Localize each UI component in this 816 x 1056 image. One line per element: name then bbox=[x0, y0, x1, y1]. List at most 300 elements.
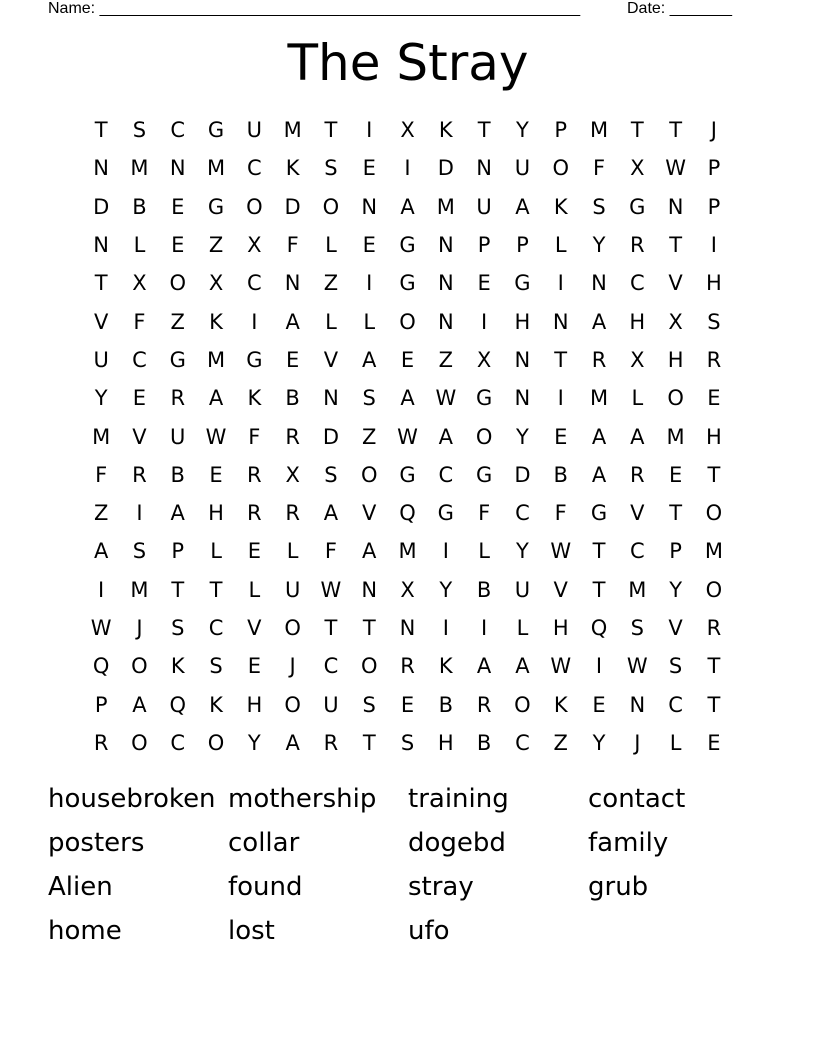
grid-letter: V bbox=[553, 577, 568, 602]
grid-letter: I bbox=[442, 539, 449, 564]
grid-letter: H bbox=[246, 692, 263, 717]
grid-letter: S bbox=[707, 309, 721, 334]
grid-letter: N bbox=[284, 271, 301, 296]
word-list-item: found bbox=[228, 872, 303, 902]
grid-letter: O bbox=[169, 271, 186, 296]
grid-letter: W bbox=[397, 424, 418, 449]
date-field-line: Date: _______ bbox=[627, 0, 732, 17]
grid-letter: P bbox=[554, 118, 568, 143]
grid-letter: T bbox=[669, 118, 683, 143]
grid-letter: X bbox=[285, 462, 300, 487]
grid-letter: B bbox=[438, 692, 454, 717]
grid-letter: I bbox=[98, 577, 105, 602]
grid-letter: G bbox=[169, 347, 186, 372]
grid-letter: P bbox=[707, 194, 721, 219]
grid-letter: S bbox=[209, 654, 223, 679]
grid-letter: E bbox=[707, 730, 721, 755]
word-list bbox=[48, 780, 768, 956]
grid-letter: E bbox=[247, 654, 261, 679]
grid-letter: M bbox=[92, 424, 111, 449]
grid-letter: H bbox=[437, 730, 454, 755]
grid-letter: E bbox=[171, 194, 185, 219]
grid-letter: S bbox=[630, 616, 644, 640]
grid-letter: Y bbox=[592, 730, 606, 755]
grid-letter: K bbox=[247, 386, 262, 411]
grid-letter: A bbox=[285, 309, 300, 334]
grid-letter: C bbox=[629, 539, 645, 564]
grid-letter: H bbox=[208, 501, 224, 526]
grid-letter: A bbox=[591, 462, 607, 487]
grid-letter: R bbox=[170, 386, 186, 411]
grid-letter: L bbox=[631, 386, 644, 411]
grid-letter: A bbox=[515, 194, 530, 219]
grid-letter: K bbox=[553, 194, 568, 219]
grid-letter: O bbox=[360, 654, 378, 679]
grid-letter: Q bbox=[590, 616, 608, 640]
grid-letter: G bbox=[207, 194, 225, 219]
grid-letter: T bbox=[94, 118, 108, 143]
grid-letter: B bbox=[476, 577, 492, 602]
grid-letter: Z bbox=[438, 347, 454, 372]
grid-letter: Z bbox=[170, 309, 185, 334]
grid-letter: U bbox=[170, 424, 186, 449]
grid-letter: V bbox=[630, 501, 645, 526]
grid-letter: T bbox=[707, 692, 721, 717]
grid-letter: W bbox=[90, 616, 112, 640]
grid-letter: J bbox=[710, 118, 717, 143]
grid-letter: V bbox=[323, 347, 339, 372]
word-list-item: mothership bbox=[228, 784, 377, 814]
grid-letter: N bbox=[514, 347, 531, 372]
grid-letter: I bbox=[442, 616, 449, 640]
grid-letter: S bbox=[132, 118, 147, 143]
grid-letter: P bbox=[669, 539, 682, 564]
grid-letter: A bbox=[438, 424, 453, 449]
grid-letter: P bbox=[171, 539, 185, 564]
grid-letter: L bbox=[554, 233, 567, 258]
grid-letter: L bbox=[325, 309, 337, 334]
grid-letter: E bbox=[400, 692, 415, 717]
grid-letter: C bbox=[132, 347, 147, 372]
grid-letter: E bbox=[362, 156, 376, 181]
word-list-item: grub bbox=[588, 872, 649, 902]
grid-letter: N bbox=[514, 386, 531, 411]
grid-letter: S bbox=[592, 194, 606, 219]
grid-letter: N bbox=[399, 616, 416, 640]
grid-letter: S bbox=[324, 462, 338, 487]
grid-letter: I bbox=[557, 386, 564, 411]
grid-letter: I bbox=[481, 616, 488, 640]
word-list-item: dogebd bbox=[408, 828, 506, 858]
grid-letter: C bbox=[323, 654, 339, 679]
grid-letter: T bbox=[209, 577, 223, 602]
grid-letter: C bbox=[247, 156, 262, 181]
grid-letter: R bbox=[93, 730, 109, 755]
grid-letter: L bbox=[363, 309, 376, 334]
grid-letter: O bbox=[246, 194, 263, 219]
grid-letter: K bbox=[209, 309, 223, 334]
grid-letter: R bbox=[247, 462, 262, 487]
grid-letter: G bbox=[399, 233, 416, 258]
grid-letter: K bbox=[438, 118, 453, 143]
grid-letter: C bbox=[247, 271, 262, 296]
grid-letter: X bbox=[630, 156, 645, 181]
grid-letter: V bbox=[362, 501, 377, 526]
grid-letter: Y bbox=[439, 577, 453, 602]
grid-letter: C bbox=[515, 501, 530, 526]
grid-letter: A bbox=[93, 539, 109, 564]
word-list-item: stray bbox=[408, 872, 474, 902]
grid-letter: Y bbox=[516, 118, 529, 143]
grid-letter: S bbox=[171, 616, 185, 640]
grid-letter: X bbox=[400, 118, 415, 143]
grid-letter: C bbox=[170, 730, 186, 755]
grid-letter: A bbox=[362, 539, 377, 564]
grid-letter: Q bbox=[92, 654, 110, 679]
grid-letter: O bbox=[284, 616, 301, 640]
word-list-item: family bbox=[588, 828, 669, 858]
grid-letter: N bbox=[361, 577, 378, 602]
grid-letter: M bbox=[398, 539, 417, 564]
grid-letter: X bbox=[247, 233, 262, 258]
grid-letter: W bbox=[550, 539, 572, 564]
grid-letter: Q bbox=[169, 692, 186, 717]
grid-letter: A bbox=[323, 501, 339, 526]
grid-letter: W bbox=[550, 654, 572, 679]
grid-letter: O bbox=[399, 309, 416, 334]
grid-letter: I bbox=[366, 118, 373, 143]
grid-letter: T bbox=[477, 118, 491, 143]
grid-letter: L bbox=[478, 539, 490, 564]
grid-letter: S bbox=[668, 654, 683, 679]
grid-letter: I bbox=[251, 309, 258, 334]
grid-letter: Y bbox=[592, 233, 606, 258]
grid-letter: I bbox=[136, 501, 143, 526]
grid-letter: G bbox=[475, 386, 493, 411]
grid-letter: O bbox=[667, 386, 684, 411]
grid-letter: G bbox=[437, 501, 454, 526]
grid-letter: Z bbox=[93, 501, 109, 526]
grid-letter: U bbox=[476, 194, 492, 219]
grid-letter: B bbox=[553, 462, 568, 487]
grid-letter: X bbox=[400, 577, 415, 602]
grid-letter: G bbox=[399, 462, 416, 487]
grid-letter: M bbox=[704, 539, 723, 564]
grid-letter: Q bbox=[399, 501, 416, 526]
grid-letter: L bbox=[516, 616, 529, 640]
grid-letter: T bbox=[592, 539, 606, 564]
grid-letter: V bbox=[247, 616, 262, 640]
grid-letter: E bbox=[247, 539, 261, 564]
grid-letter: O bbox=[207, 730, 225, 755]
grid-letter: S bbox=[400, 730, 415, 755]
grid-letter: L bbox=[133, 233, 146, 258]
grid-letter: A bbox=[362, 347, 377, 372]
grid-letter: N bbox=[437, 309, 454, 334]
grid-letter: I bbox=[404, 156, 411, 181]
grid-letter: N bbox=[93, 233, 109, 258]
grid-letter: R bbox=[630, 233, 645, 258]
grid-letter: N bbox=[476, 156, 492, 181]
grid-letter: L bbox=[286, 539, 299, 564]
grid-letter: G bbox=[475, 462, 493, 487]
word-search-grid bbox=[82, 111, 733, 762]
grid-letter: Z bbox=[323, 271, 339, 296]
grid-letter: G bbox=[246, 347, 263, 372]
word-list-item: contact bbox=[588, 784, 686, 814]
grid-letter: N bbox=[437, 233, 454, 258]
grid-letter: E bbox=[707, 386, 721, 411]
grid-letter: G bbox=[590, 501, 608, 526]
grid-letter: L bbox=[248, 577, 261, 602]
grid-letter: G bbox=[399, 271, 416, 296]
grid-letter: A bbox=[476, 654, 492, 679]
grid-letter: E bbox=[171, 233, 185, 258]
grid-letter: G bbox=[207, 118, 225, 143]
grid-letter: J bbox=[136, 616, 143, 640]
grid-letter: K bbox=[285, 156, 300, 181]
grid-letter: N bbox=[361, 194, 378, 219]
grid-letter: A bbox=[630, 424, 645, 449]
grid-letter: G bbox=[514, 271, 531, 296]
grid-letter: R bbox=[323, 730, 339, 755]
grid-letter: F bbox=[324, 539, 337, 564]
grid-letter: E bbox=[400, 347, 415, 372]
grid-letter: C bbox=[629, 271, 645, 296]
grid-letter: E bbox=[362, 233, 376, 258]
grid-letter: S bbox=[324, 156, 338, 181]
grid-letter: M bbox=[589, 118, 609, 143]
grid-letter: I bbox=[710, 233, 717, 258]
grid-letter: O bbox=[705, 577, 723, 602]
grid-letter: R bbox=[285, 424, 300, 449]
grid-letter: K bbox=[170, 654, 185, 679]
word-list-item: ufo bbox=[408, 916, 450, 946]
grid-letter: R bbox=[706, 616, 722, 640]
grid-letter: T bbox=[324, 118, 338, 143]
grid-letter: P bbox=[707, 156, 721, 181]
grid-letter: E bbox=[477, 271, 491, 296]
grid-letter: M bbox=[206, 156, 226, 181]
grid-letter: P bbox=[516, 233, 529, 258]
grid-letter: K bbox=[553, 692, 568, 717]
grid-letter: P bbox=[477, 233, 491, 258]
word-list-item: lost bbox=[228, 916, 275, 946]
grid-letter: A bbox=[591, 309, 607, 334]
grid-letter: R bbox=[132, 462, 147, 487]
grid-letter: U bbox=[514, 156, 531, 181]
grid-letter: R bbox=[630, 462, 645, 487]
grid-letter: N bbox=[169, 156, 186, 181]
word-list-item: collar bbox=[228, 828, 300, 858]
grid-letter: R bbox=[706, 347, 722, 372]
grid-letter: W bbox=[665, 156, 686, 181]
grid-letter: E bbox=[209, 462, 223, 487]
grid-letter: I bbox=[366, 271, 373, 296]
grid-letter: N bbox=[437, 271, 454, 296]
grid-letter: A bbox=[400, 194, 415, 219]
word-list-item: Alien bbox=[48, 872, 113, 902]
grid-letter: U bbox=[93, 347, 109, 372]
grid-letter: O bbox=[475, 424, 493, 449]
grid-letter: P bbox=[94, 692, 108, 717]
grid-letter: M bbox=[130, 577, 149, 602]
grid-letter: F bbox=[248, 424, 261, 449]
grid-letter: T bbox=[362, 616, 376, 640]
grid-letter: H bbox=[706, 424, 722, 449]
grid-letter: Y bbox=[516, 539, 529, 564]
grid-letter: A bbox=[285, 730, 300, 755]
grid-letter: V bbox=[668, 271, 683, 296]
grid-letter: H bbox=[667, 347, 684, 372]
grid-letter: N bbox=[629, 692, 646, 717]
grid-letter: C bbox=[208, 616, 224, 640]
grid-letter: M bbox=[283, 118, 302, 143]
grid-letter: X bbox=[668, 309, 683, 334]
grid-letter: F bbox=[554, 501, 567, 526]
grid-letter: X bbox=[630, 347, 645, 372]
grid-letter: Z bbox=[362, 424, 377, 449]
grid-letter: M bbox=[628, 577, 647, 602]
grid-letter: G bbox=[629, 194, 646, 219]
grid-letter: X bbox=[208, 271, 224, 296]
grid-letter: U bbox=[284, 577, 301, 602]
grid-letter: J bbox=[289, 654, 296, 679]
grid-letter: Z bbox=[208, 233, 224, 258]
grid-letter: F bbox=[286, 233, 299, 258]
grid-letter: Y bbox=[516, 424, 529, 449]
grid-letter: M bbox=[589, 386, 609, 411]
grid-letter: D bbox=[514, 462, 531, 487]
grid-letter: N bbox=[93, 156, 109, 181]
grid-letter: V bbox=[93, 309, 109, 334]
grid-letter: Z bbox=[553, 730, 568, 755]
grid-letter: T bbox=[669, 501, 683, 526]
grid-letter: O bbox=[284, 692, 301, 717]
grid-letter: O bbox=[552, 156, 569, 181]
grid-letter: H bbox=[706, 271, 722, 296]
grid-letter: O bbox=[322, 194, 340, 219]
grid-letter: X bbox=[132, 271, 147, 296]
grid-letter: O bbox=[131, 654, 148, 679]
grid-letter: V bbox=[132, 424, 147, 449]
grid-letter: M bbox=[130, 156, 149, 181]
grid-letter: H bbox=[514, 309, 531, 334]
grid-letter: W bbox=[205, 424, 227, 449]
grid-letter: I bbox=[557, 271, 564, 296]
grid-letter: D bbox=[322, 424, 340, 449]
grid-letter: O bbox=[360, 462, 378, 487]
grid-letter: T bbox=[592, 577, 606, 602]
grid-letter: U bbox=[323, 692, 339, 717]
grid-letter: L bbox=[210, 539, 222, 564]
grid-letter: N bbox=[323, 386, 339, 411]
word-list-item: home bbox=[48, 916, 122, 946]
grid-letter: T bbox=[669, 233, 683, 258]
grid-letter: T bbox=[630, 118, 644, 143]
grid-letter: X bbox=[476, 347, 492, 372]
word-list-item: posters bbox=[48, 828, 145, 858]
grid-letter: U bbox=[514, 577, 531, 602]
puzzle-title: The Stray bbox=[287, 34, 529, 92]
grid-letter: A bbox=[591, 424, 607, 449]
name-field-line: Name: ______________________________________________________ bbox=[48, 0, 581, 17]
grid-letter: B bbox=[170, 462, 185, 487]
grid-letter: E bbox=[668, 462, 683, 487]
grid-letter: A bbox=[132, 692, 147, 717]
grid-letter: R bbox=[285, 501, 300, 526]
grid-letter: D bbox=[93, 194, 110, 219]
grid-letter: T bbox=[707, 654, 721, 679]
grid-letter: E bbox=[592, 692, 606, 717]
grid-letter: U bbox=[246, 118, 263, 143]
grid-letter: F bbox=[95, 462, 108, 487]
grid-letter: O bbox=[131, 730, 148, 755]
word-list-item: housebroken bbox=[48, 784, 216, 814]
grid-letter: B bbox=[132, 194, 147, 219]
grid-letter: W bbox=[435, 386, 457, 411]
grid-letter: F bbox=[478, 501, 491, 526]
grid-letter: H bbox=[552, 616, 569, 640]
grid-letter: E bbox=[554, 424, 568, 449]
grid-letter: W bbox=[626, 654, 648, 679]
grid-letter: T bbox=[171, 577, 185, 602]
grid-letter: F bbox=[133, 309, 146, 334]
grid-letter: T bbox=[94, 271, 108, 296]
grid-letter: R bbox=[400, 654, 415, 679]
grid-letter: T bbox=[362, 730, 376, 755]
grid-letter: C bbox=[170, 118, 186, 143]
grid-letter: A bbox=[208, 386, 224, 411]
grid-letter: D bbox=[284, 194, 301, 219]
grid-letter: C bbox=[515, 730, 530, 755]
grid-letter: M bbox=[206, 347, 226, 372]
grid-letter: C bbox=[438, 462, 454, 487]
grid-letter: K bbox=[209, 692, 223, 717]
grid-letter: I bbox=[595, 654, 603, 679]
grid-letter: J bbox=[634, 730, 641, 755]
grid-letter: D bbox=[437, 156, 454, 181]
grid-letter: A bbox=[515, 654, 530, 679]
grid-letter: T bbox=[554, 347, 568, 372]
grid-letter: N bbox=[591, 271, 607, 296]
grid-letter: W bbox=[320, 577, 342, 602]
grid-letter: I bbox=[481, 309, 488, 334]
grid-letter: Y bbox=[669, 577, 683, 602]
grid-letter: Y bbox=[247, 730, 261, 755]
grid-letter: Y bbox=[94, 386, 108, 411]
grid-letter: R bbox=[476, 692, 492, 717]
grid-letter: C bbox=[668, 692, 683, 717]
grid-letter: N bbox=[552, 309, 569, 334]
grid-letter: S bbox=[362, 692, 376, 717]
grid-letter: R bbox=[591, 347, 607, 372]
grid-letter: L bbox=[325, 233, 337, 258]
grid-letter: A bbox=[170, 501, 185, 526]
grid-letter: K bbox=[438, 654, 453, 679]
grid-letter: E bbox=[285, 347, 300, 372]
grid-letter: B bbox=[476, 730, 492, 755]
grid-letter: E bbox=[132, 386, 147, 411]
grid-letter: T bbox=[324, 616, 338, 640]
grid-letter: S bbox=[132, 539, 147, 564]
grid-letter: H bbox=[629, 309, 646, 334]
grid-letter: N bbox=[667, 194, 684, 219]
grid-letter: T bbox=[707, 462, 721, 487]
grid-letter: O bbox=[514, 692, 531, 717]
grid-letter: M bbox=[666, 424, 685, 449]
word-list-item: training bbox=[408, 784, 509, 814]
